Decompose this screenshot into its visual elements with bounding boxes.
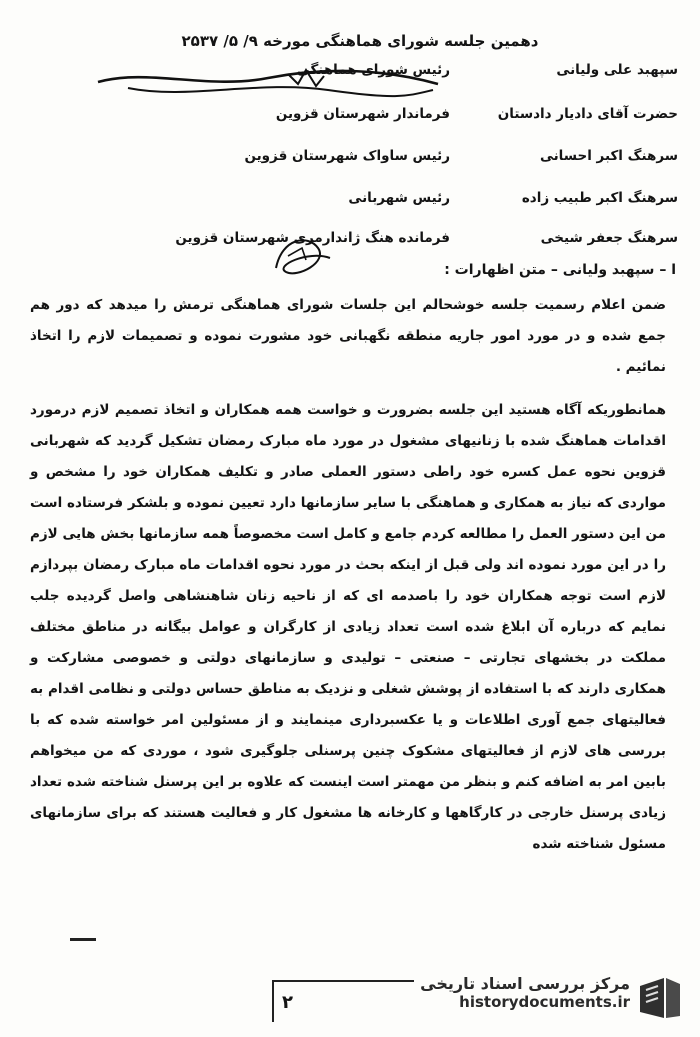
attendee-name: سرهنگ اکبر طبیب زاده [521, 190, 678, 206]
attendee-name: حضرت آقای دادیار دادستان [497, 106, 678, 122]
page-number: ۲ [282, 992, 293, 1013]
attendee-title: فرماندار شهرستان قزوین [275, 106, 450, 122]
attendee-title: رئیس ساواک شهرستان قزوین [244, 148, 450, 164]
watermark-name: مرکز بررسی اسناد تاریخی [420, 974, 630, 993]
signature-scribble-top [88, 60, 448, 120]
attendee-title: رئیس شورای هماهنگی [296, 62, 450, 78]
attendee-title: فرمانده هنگ ژاندارمری شهرستان قزوین [175, 230, 450, 246]
body-paragraph: همانطوریکه آگاه هستید این جلسه بضرورت و خواست همه همکاران و اتخاذ تصمیم لازم درمورد اقدامات هماهنگ شده با زنانیهای مشغول در مورد ماه مبارک رمضان تشکیل گردید که شهربانی قزوین نحوه عمل کسره خود راطی دستور العملی صادر و تکلیف همکاران خود را مشخص و مواردی که نیاز به همکاری و هماهنگی با سایر سازمانها دارد تعیین نموده و بلشکر فرستاده است من این دستور العمل را مطالعه کردم جامع و کامل است مخصوصاً همه سازمانها بخش هایی لازم را در این مورد نموده اند ولی قبل از اینکه بحث در مورد نحوه اقدامات ماه مبارک رمضان بپردازم لازم است توجه همکاران خود را باصدمه ای که از ناحیه زنان شاهنشاهی واصل گردیده جلب نمایم که درباره آن ابلاغ شده است تعداد زیادی از کارگران و عوامل بیگانه در مناطق مختلف مملکت در بخشهای تجارتی – صنعتی – تولیدی و سازمانهای دولتی و خصوصی مشارکت و همکاری دارند که با استفاده از پوشش شغلی و نزدیک به مناطق حساس دولتی و نظامی اقدام به فعالیتهای جمع آوری اطلاعات و یا عکسبرداری مینمایند و از مسئولین امر خواسته شده که با بررسی های لازم از فعالیتهای مشکوک چنین پرسنلی جلوگیری شود ، موردی که من میخواهم بابین امر به اضافه کنم و بنظر من مهمتر است اینست که علاوه بر این پرسنل شناخته شده تعداد زیادی پرسنل خارجی در کارگاهها و کارخانه ها مشغول کار و فعالیت هستند که برای سازمانهای مسئول شناخته شده [30, 402, 666, 852]
agenda-item: ا – سپهبد ولیانی – متن اظهارات : [444, 262, 676, 278]
body-paragraph: ضمن اعلام رسمیت جلسه خوشحالم این جلسات شورای هماهنگی ترمش را میدهد که دور هم جمع شده و در مورد امور جاریه منطقه نگهبانی خود مشورت نموده و تصمیمات لازم را اتخاذ نمائیم . [30, 297, 666, 375]
attendee-title: رئیس شهربانی [348, 190, 450, 206]
attendee-name: سپهبد علی ولیانی [556, 62, 678, 78]
attendee-row [0, 148, 700, 188]
document-body [30, 290, 666, 872]
page-number-box [272, 980, 414, 1022]
attendee-row [0, 190, 700, 230]
archive-logo-icon [634, 972, 686, 1024]
continuation-dash [70, 938, 96, 941]
attendee-name: سرهنگ اکبر احسانی [539, 148, 678, 164]
watermark [400, 974, 630, 1011]
document-title: دهمین جلسه شورای هماهنگی مورخه ۹/ ۵/ ۲۵۳۷ [181, 32, 539, 50]
attendee-name: سرهنگ جعفر شیخی [540, 230, 678, 246]
watermark-url: historydocuments.ir [459, 993, 630, 1011]
